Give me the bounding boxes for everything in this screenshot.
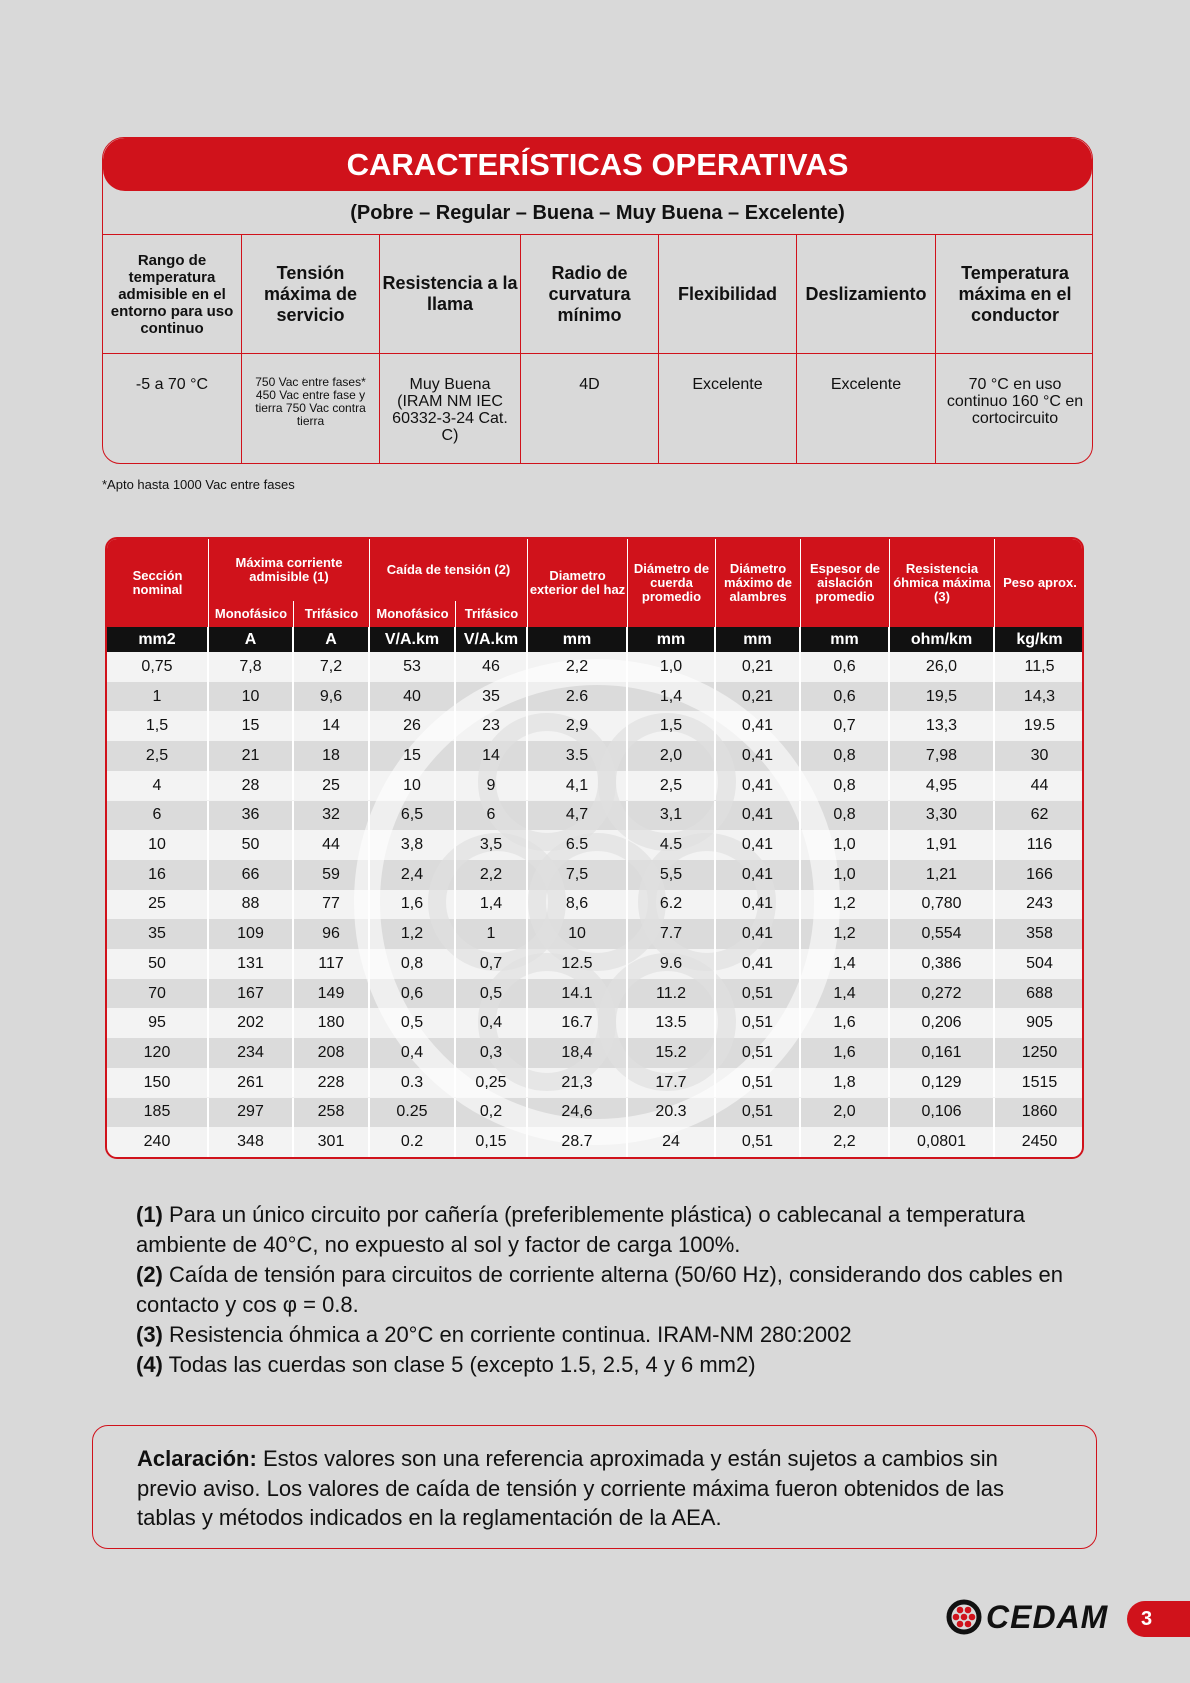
table-cell: 2,5 bbox=[107, 741, 209, 771]
table-row bbox=[107, 741, 1082, 771]
note-text: Resistencia óhmica a 20°C en corriente continua. IRAM-NM 280:2002 bbox=[162, 1322, 852, 1347]
table-cell: 20.3 bbox=[628, 1098, 716, 1128]
unit-cell: A bbox=[294, 627, 370, 652]
table-cell: 301 bbox=[294, 1127, 370, 1157]
table-cell: 7,98 bbox=[890, 741, 995, 771]
header-temperature-range: Rango de temperatura admisible en el entorno para uso continuo bbox=[103, 235, 242, 354]
table-cell: 1 bbox=[456, 919, 528, 949]
table-cell: 24,6 bbox=[528, 1098, 628, 1128]
table-cell: 14.1 bbox=[528, 979, 628, 1009]
header-tri1: Trifásico bbox=[294, 601, 370, 627]
rating-scale: (Pobre – Regular – Buena – Muy Buena – Excelente) bbox=[103, 191, 1092, 235]
table-cell: 228 bbox=[294, 1068, 370, 1098]
table-cell: 88 bbox=[209, 890, 294, 920]
table-cell: 50 bbox=[107, 949, 209, 979]
table-cell: 44 bbox=[995, 771, 1084, 801]
header-mono1: Monofásico bbox=[209, 601, 294, 627]
note-item bbox=[136, 1320, 1066, 1350]
table-cell: 30 bbox=[995, 741, 1084, 771]
table-cell: 0,6 bbox=[370, 979, 456, 1009]
table-cell: 0,21 bbox=[716, 652, 801, 682]
table-cell: 15 bbox=[370, 741, 456, 771]
note-item bbox=[136, 1260, 1066, 1320]
table-cell: 9 bbox=[456, 771, 528, 801]
table-cell: 0,51 bbox=[716, 1098, 801, 1128]
table-cell: 7,2 bbox=[294, 652, 370, 682]
header-bending-radius: Radio de curvatura mínimo bbox=[521, 235, 659, 354]
table-cell: 0,8 bbox=[801, 771, 890, 801]
table-cell: 18,4 bbox=[528, 1038, 628, 1068]
table-cell: 1515 bbox=[995, 1068, 1084, 1098]
unit-cell: mm bbox=[801, 627, 890, 652]
table-cell: 2,9 bbox=[528, 711, 628, 741]
table-cell: 40 bbox=[370, 682, 456, 712]
table-cell: 0,41 bbox=[716, 860, 801, 890]
table-cell: 6 bbox=[107, 801, 209, 831]
table-cell: 1,8 bbox=[801, 1068, 890, 1098]
table-cell: 1,4 bbox=[801, 979, 890, 1009]
table-cell: 1,2 bbox=[370, 919, 456, 949]
table-cell: 258 bbox=[294, 1098, 370, 1128]
table-cell: 3.5 bbox=[528, 741, 628, 771]
table-cell: 28 bbox=[209, 771, 294, 801]
table-cell: 109 bbox=[209, 919, 294, 949]
table-cell: 0,25 bbox=[456, 1068, 528, 1098]
table-cell: 25 bbox=[294, 771, 370, 801]
table-cell: 4,95 bbox=[890, 771, 995, 801]
table-row bbox=[107, 890, 1082, 920]
value-conductor-temperature: 70 °C en uso continuo 160 °C en cortocircuito bbox=[946, 376, 1084, 427]
table-cell: 13.5 bbox=[628, 1008, 716, 1038]
table-cell: 14,3 bbox=[995, 682, 1084, 712]
table-cell: 0,272 bbox=[890, 979, 995, 1009]
table-cell: 26,0 bbox=[890, 652, 995, 682]
table-cell: 120 bbox=[107, 1038, 209, 1068]
table-cell: 1,6 bbox=[801, 1038, 890, 1068]
table-cell: 0,8 bbox=[801, 801, 890, 831]
value-flame-resistance: Muy Buena (IRAM NM IEC 60332-3-24 Cat. C) bbox=[380, 354, 521, 464]
table-row bbox=[107, 1098, 1082, 1128]
table-cell: 0,2 bbox=[456, 1098, 528, 1128]
table-cell: 0,41 bbox=[716, 711, 801, 741]
table-cell: 117 bbox=[294, 949, 370, 979]
table-cell: 62 bbox=[995, 801, 1084, 831]
brand-name: CEDAM bbox=[986, 1598, 1109, 1635]
table-cell: 1 bbox=[107, 682, 209, 712]
table-cell: 50 bbox=[209, 830, 294, 860]
table-cell: 0.3 bbox=[370, 1068, 456, 1098]
table-cell: 9.6 bbox=[628, 949, 716, 979]
note-item bbox=[136, 1200, 1066, 1260]
table-cell: 10 bbox=[370, 771, 456, 801]
unit-cell: mm bbox=[628, 627, 716, 652]
table-cell: 358 bbox=[995, 919, 1084, 949]
cedam-logo bbox=[946, 1599, 1108, 1635]
unit-cell: mm bbox=[528, 627, 628, 652]
table-cell: 16 bbox=[107, 860, 209, 890]
header-diam-alambres: Diámetro máximo de alambres bbox=[716, 539, 801, 627]
table-cell: 36 bbox=[209, 801, 294, 831]
header-corriente: Máxima corriente admisible (1) bbox=[209, 539, 370, 601]
table-cell: 0,780 bbox=[890, 890, 995, 920]
table-cell: 21,3 bbox=[528, 1068, 628, 1098]
table-cell: 1,5 bbox=[107, 711, 209, 741]
table-cell: 0,6 bbox=[801, 652, 890, 682]
table-row bbox=[107, 652, 1082, 682]
table-cell: 18 bbox=[294, 741, 370, 771]
table-row bbox=[107, 711, 1082, 741]
table-cell: 0,4 bbox=[456, 1008, 528, 1038]
note-number: (3) bbox=[136, 1322, 163, 1347]
table-cell: 0,3 bbox=[456, 1038, 528, 1068]
header-espesor: Espesor de aislación promedio bbox=[801, 539, 890, 627]
table-row bbox=[107, 1038, 1082, 1068]
table-cell: 59 bbox=[294, 860, 370, 890]
table-cell: 208 bbox=[294, 1038, 370, 1068]
table-cell: 1,4 bbox=[628, 682, 716, 712]
table-cell: 150 bbox=[107, 1068, 209, 1098]
table-cell: 234 bbox=[209, 1038, 294, 1068]
table-cell: 1,6 bbox=[370, 890, 456, 920]
table-cell: 688 bbox=[995, 979, 1084, 1009]
table-cell: 0,41 bbox=[716, 949, 801, 979]
header-caida: Caída de tensión (2) bbox=[370, 539, 528, 601]
table-cell: 9,6 bbox=[294, 682, 370, 712]
header-max-voltage: Tensión máxima de servicio bbox=[242, 235, 380, 354]
table-cell: 10 bbox=[528, 919, 628, 949]
table-cell: 0,51 bbox=[716, 979, 801, 1009]
table-cell: 70 bbox=[107, 979, 209, 1009]
table-cell: 348 bbox=[209, 1127, 294, 1157]
table-cell: 0,15 bbox=[456, 1127, 528, 1157]
table-cell: 21 bbox=[209, 741, 294, 771]
table-cell: 3,5 bbox=[456, 830, 528, 860]
table-cell: 44 bbox=[294, 830, 370, 860]
value-max-voltage: 750 Vac entre fases* 450 Vac entre fase y tierra 750 Vac contra tierra bbox=[242, 354, 380, 464]
table-cell: 11.2 bbox=[628, 979, 716, 1009]
table-cell: 2,0 bbox=[628, 741, 716, 771]
table-cell: 0,8 bbox=[801, 741, 890, 771]
table-cell: 26 bbox=[370, 711, 456, 741]
value-sliding: Excelente bbox=[797, 354, 936, 464]
table-cell: 0,21 bbox=[716, 682, 801, 712]
table-cell: 14 bbox=[456, 741, 528, 771]
table-cell: 1,4 bbox=[801, 949, 890, 979]
table-cell: 2.6 bbox=[528, 682, 628, 712]
table-row bbox=[107, 682, 1082, 712]
table-row bbox=[107, 771, 1082, 801]
note-text: Para un único circuito por cañería (preferiblemente plástica) o cablecanal a temperatura ambiente de 40°C, no expuesto al sol y factor de carga 100%. bbox=[136, 1202, 1026, 1257]
header-sliding: Deslizamiento bbox=[797, 235, 936, 354]
table-cell: 0,0801 bbox=[890, 1127, 995, 1157]
table-cell: 0,7 bbox=[801, 711, 890, 741]
unit-cell: V/A.km bbox=[456, 627, 528, 652]
value-flexibility: Excelente bbox=[659, 354, 797, 464]
table-notes bbox=[136, 1200, 1066, 1380]
table-cell: 0,7 bbox=[456, 949, 528, 979]
unit-cell: ohm/km bbox=[890, 627, 995, 652]
header-flame-resistance: Resistencia a la llama bbox=[380, 235, 521, 354]
table-cell: 19.5 bbox=[995, 711, 1084, 741]
header-mono2: Monofásico bbox=[370, 601, 456, 627]
table-cell: 1860 bbox=[995, 1098, 1084, 1128]
table-cell: 53 bbox=[370, 652, 456, 682]
table-cell: 35 bbox=[456, 682, 528, 712]
table-cell: 4.5 bbox=[628, 830, 716, 860]
table-cell: 1,2 bbox=[801, 890, 890, 920]
note-number: (4) bbox=[136, 1352, 163, 1377]
table-cell: 0,51 bbox=[716, 1068, 801, 1098]
table-row bbox=[107, 830, 1082, 860]
table-cell: 240 bbox=[107, 1127, 209, 1157]
unit-cell: mm bbox=[716, 627, 801, 652]
table-cell: 95 bbox=[107, 1008, 209, 1038]
table-cell: 1,91 bbox=[890, 830, 995, 860]
table-cell: 116 bbox=[995, 830, 1084, 860]
table-cell: 3,1 bbox=[628, 801, 716, 831]
table-cell: 14 bbox=[294, 711, 370, 741]
table-cell: 2,2 bbox=[528, 652, 628, 682]
table-cell: 0,8 bbox=[370, 949, 456, 979]
table-cell: 23 bbox=[456, 711, 528, 741]
table-cell: 3,8 bbox=[370, 830, 456, 860]
unit-cell: kg/km bbox=[995, 627, 1084, 652]
table-row bbox=[107, 949, 1082, 979]
table-cell: 15.2 bbox=[628, 1038, 716, 1068]
header-diam-ext: Diametro exterior del haz bbox=[528, 539, 628, 627]
table-cell: 0,106 bbox=[890, 1098, 995, 1128]
table-row bbox=[107, 979, 1082, 1009]
section-title: CARACTERÍSTICAS OPERATIVAS bbox=[103, 138, 1092, 191]
table-cell: 0,41 bbox=[716, 771, 801, 801]
table-cell: 149 bbox=[294, 979, 370, 1009]
disclaimer-text: Estos valores son una referencia aproximada y están sujetos a cambios sin previo aviso. Los valores de caída de tensión y corriente máxima fueron obtenidos de las tablas y métodos indicados en la reglamentación de la AEA. bbox=[137, 1446, 1005, 1530]
note-number: (2) bbox=[136, 1262, 163, 1287]
table-cell: 19,5 bbox=[890, 682, 995, 712]
table-cell: 0.25 bbox=[370, 1098, 456, 1128]
header-peso: Peso aprox. bbox=[995, 539, 1084, 627]
table-cell: 0,41 bbox=[716, 830, 801, 860]
table-cell: 32 bbox=[294, 801, 370, 831]
table-cell: 0,41 bbox=[716, 741, 801, 771]
table-cell: 202 bbox=[209, 1008, 294, 1038]
table-cell: 2,4 bbox=[370, 860, 456, 890]
footnote: *Apto hasta 1000 Vac entre fases bbox=[102, 477, 295, 492]
table-cell: 2,2 bbox=[801, 1127, 890, 1157]
table-cell: 77 bbox=[294, 890, 370, 920]
unit-cell: V/A.km bbox=[370, 627, 456, 652]
table-cell: 0,206 bbox=[890, 1008, 995, 1038]
table-cell: 10 bbox=[209, 682, 294, 712]
disclaimer-label: Aclaración: bbox=[137, 1446, 257, 1471]
table-cell: 0,161 bbox=[890, 1038, 995, 1068]
table-cell: 7,8 bbox=[209, 652, 294, 682]
header-seccion: Sección nominal bbox=[107, 539, 209, 627]
table-cell: 2,5 bbox=[628, 771, 716, 801]
table-cell: 10 bbox=[107, 830, 209, 860]
table-cell: 2,0 bbox=[801, 1098, 890, 1128]
table-cell: 0.2 bbox=[370, 1127, 456, 1157]
table-cell: 3,30 bbox=[890, 801, 995, 831]
table-cell: 1,0 bbox=[628, 652, 716, 682]
table-cell: 0,41 bbox=[716, 890, 801, 920]
note-number: (1) bbox=[136, 1202, 163, 1227]
table-cell: 0,41 bbox=[716, 801, 801, 831]
table-cell: 0,75 bbox=[107, 652, 209, 682]
table-cell: 17.7 bbox=[628, 1068, 716, 1098]
note-text: Caída de tensión para circuitos de corriente alterna (50/60 Hz), considerando dos cables en contacto y cos φ = 0.8. bbox=[136, 1262, 1063, 1317]
table-cell: 261 bbox=[209, 1068, 294, 1098]
table-cell: 11,5 bbox=[995, 652, 1084, 682]
table-row bbox=[107, 1127, 1082, 1157]
table-cell: 1,6 bbox=[801, 1008, 890, 1038]
table-cell: 0,5 bbox=[456, 979, 528, 1009]
table-cell: 35 bbox=[107, 919, 209, 949]
table-cell: 7,5 bbox=[528, 860, 628, 890]
table-cell: 0,5 bbox=[370, 1008, 456, 1038]
table-cell: 0,51 bbox=[716, 1127, 801, 1157]
cable-logo-icon bbox=[946, 1599, 982, 1635]
table-cell: 25 bbox=[107, 890, 209, 920]
table-cell: 2450 bbox=[995, 1127, 1084, 1157]
table-cell: 13,3 bbox=[890, 711, 995, 741]
table-row bbox=[107, 1008, 1082, 1038]
table-row bbox=[107, 1068, 1082, 1098]
table-cell: 16.7 bbox=[528, 1008, 628, 1038]
table-cell: 1,5 bbox=[628, 711, 716, 741]
table-cell: 6.5 bbox=[528, 830, 628, 860]
table-cell: 1,2 bbox=[801, 919, 890, 949]
table-cell: 4 bbox=[107, 771, 209, 801]
table-cell: 7.7 bbox=[628, 919, 716, 949]
table-cell: 4,1 bbox=[528, 771, 628, 801]
table-cell: 131 bbox=[209, 949, 294, 979]
table-cell: 1,21 bbox=[890, 860, 995, 890]
header-diam-cuerda: Diámetro de cuerda promedio bbox=[628, 539, 716, 627]
table-cell: 0,4 bbox=[370, 1038, 456, 1068]
table-cell: 5,5 bbox=[628, 860, 716, 890]
operational-characteristics-table bbox=[102, 137, 1093, 464]
table-cell: 15 bbox=[209, 711, 294, 741]
value-temperature-range: -5 a 70 °C bbox=[103, 354, 242, 464]
table-cell: 0,51 bbox=[716, 1008, 801, 1038]
table-row bbox=[107, 919, 1082, 949]
disclaimer-box bbox=[92, 1425, 1097, 1549]
cable-specs-table bbox=[105, 537, 1084, 1159]
table-cell: 8,6 bbox=[528, 890, 628, 920]
header-flexibility: Flexibilidad bbox=[659, 235, 797, 354]
table-cell: 6 bbox=[456, 801, 528, 831]
note-text: Todas las cuerdas son clase 5 (excepto 1.5, 2.5, 4 y 6 mm2) bbox=[162, 1352, 756, 1377]
table-cell: 2,2 bbox=[456, 860, 528, 890]
table-cell: 905 bbox=[995, 1008, 1084, 1038]
table-cell: 4,7 bbox=[528, 801, 628, 831]
table-cell: 0,6 bbox=[801, 682, 890, 712]
table-cell: 0,129 bbox=[890, 1068, 995, 1098]
table-cell: 6.2 bbox=[628, 890, 716, 920]
table-cell: 66 bbox=[209, 860, 294, 890]
header-tri2: Trifásico bbox=[456, 601, 528, 627]
value-bending-radius: 4D bbox=[521, 354, 659, 464]
table-cell: 0,41 bbox=[716, 919, 801, 949]
table-cell: 6,5 bbox=[370, 801, 456, 831]
table-cell: 46 bbox=[456, 652, 528, 682]
table-cell: 1,0 bbox=[801, 860, 890, 890]
table-cell: 1250 bbox=[995, 1038, 1084, 1068]
table-cell: 297 bbox=[209, 1098, 294, 1128]
header-conductor-temperature: Temperatura máxima en el conductor bbox=[936, 235, 1093, 354]
table-cell: 0,554 bbox=[890, 919, 995, 949]
unit-cell: A bbox=[209, 627, 294, 652]
header-resistencia: Resistencia óhmica máxima (3) bbox=[890, 539, 995, 627]
table-row bbox=[107, 801, 1082, 831]
table-cell: 243 bbox=[995, 890, 1084, 920]
table-cell: 167 bbox=[209, 979, 294, 1009]
table-cell: 0,51 bbox=[716, 1038, 801, 1068]
table-cell: 180 bbox=[294, 1008, 370, 1038]
table-cell: 12.5 bbox=[528, 949, 628, 979]
table-cell: 185 bbox=[107, 1098, 209, 1128]
table-cell: 96 bbox=[294, 919, 370, 949]
table-cell: 0,386 bbox=[890, 949, 995, 979]
table-cell: 28.7 bbox=[528, 1127, 628, 1157]
table-cell: 166 bbox=[995, 860, 1084, 890]
table-cell: 1,4 bbox=[456, 890, 528, 920]
table-row bbox=[107, 860, 1082, 890]
table-cell: 504 bbox=[995, 949, 1084, 979]
table-cell: 24 bbox=[628, 1127, 716, 1157]
note-item bbox=[136, 1350, 1066, 1380]
unit-cell: mm2 bbox=[107, 627, 209, 652]
table-cell: 1,0 bbox=[801, 830, 890, 860]
page-number: 3 bbox=[1127, 1601, 1190, 1637]
